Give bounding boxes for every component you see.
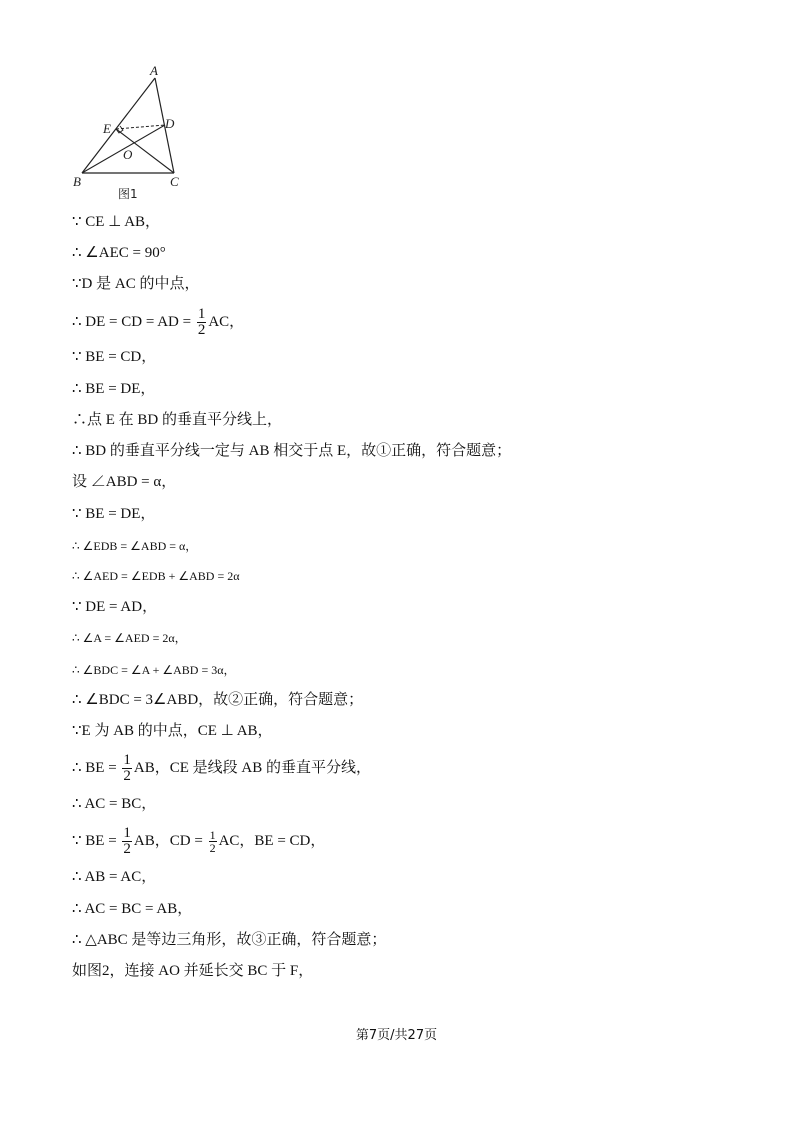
geometry-figure [68,62,198,204]
figure-caption: 图1 [118,187,138,201]
fraction-num: 1 [123,825,131,841]
step-20-mid: AB，CD = [133,832,207,849]
step-10: ∵ BE = DE， [72,506,156,522]
step-4 [72,307,244,338]
fraction-half [197,307,207,338]
label-e: E [103,121,111,136]
label-a: A [150,63,158,78]
step-5: ∵ BE = CD， [72,349,157,365]
step-14: ∴ ∠A = ∠AED = 2α， [72,631,187,645]
fraction-half-small [209,829,217,854]
step-8: ∴ BD 的垂直平分线一定与 AB 相交于点 E，故①正确，符合题意； [72,443,512,459]
step-4-post: AC， [208,313,245,330]
fraction-half [122,753,132,784]
step-24: 如图2，连接 AO 并延长交 BC 于 F， [72,963,314,979]
fraction-num: 1 [209,828,216,842]
step-4-pre: ∴ DE = CD = AD = [72,313,195,330]
step-9: 设 ∠ABD = α， [72,474,177,490]
step-19: ∴ AC = BC， [72,796,157,812]
step-12: ∴ ∠AED = ∠EDB + ∠ABD = 2α [72,569,240,583]
step-18-pre: ∴ BE = [72,759,121,776]
page-footer: 第7页/共27页 [355,1028,438,1043]
fraction-den: 2 [123,768,131,784]
fraction-den: 2 [123,841,131,857]
fraction-num: 1 [197,306,206,322]
label-o: O [123,147,133,162]
fraction-den: 2 [197,322,206,338]
step-20-post: AC，BE = CD， [218,832,326,849]
step-16: ∴ ∠BDC = 3∠ABD，故②正确，符合题意； [72,692,364,708]
step-6: ∴ BE = DE， [72,381,156,397]
fraction-half [122,826,132,857]
step-23: ∴ △ABC 是等边三角形，故③正确，符合题意； [72,932,387,948]
step-20-pre: ∵ BE = [72,832,121,849]
step-1: ∵ CE ⊥ AB， [72,214,161,230]
step-18 [72,753,371,784]
step-18-post: AB，CE 是线段 AB 的垂直平分线， [133,759,372,776]
step-17: ∵E 为 AB 的中点，CE ⊥ AB， [72,723,273,739]
step-21: ∴ AB = AC， [72,869,157,885]
step-15: ∴ ∠BDC = ∠A + ∠ABD = 3α， [72,663,236,677]
step-13: ∵ DE = AD， [72,599,158,615]
fraction-num: 1 [123,752,131,768]
step-3: ∵D 是 AC 的中点， [72,276,200,292]
step-22: ∴ AC = BC = AB， [72,901,193,917]
step-7: ∴点 E 在 BD 的垂直平分线上， [72,412,283,428]
step-11: ∴ ∠EDB = ∠ABD = α， [72,539,198,553]
label-c: C [170,174,179,189]
label-d: D [165,116,175,131]
label-b: B [73,174,81,189]
step-20 [72,826,325,857]
step-2: ∴ ∠AEC = 90° [72,245,166,261]
fraction-den: 2 [209,841,216,855]
